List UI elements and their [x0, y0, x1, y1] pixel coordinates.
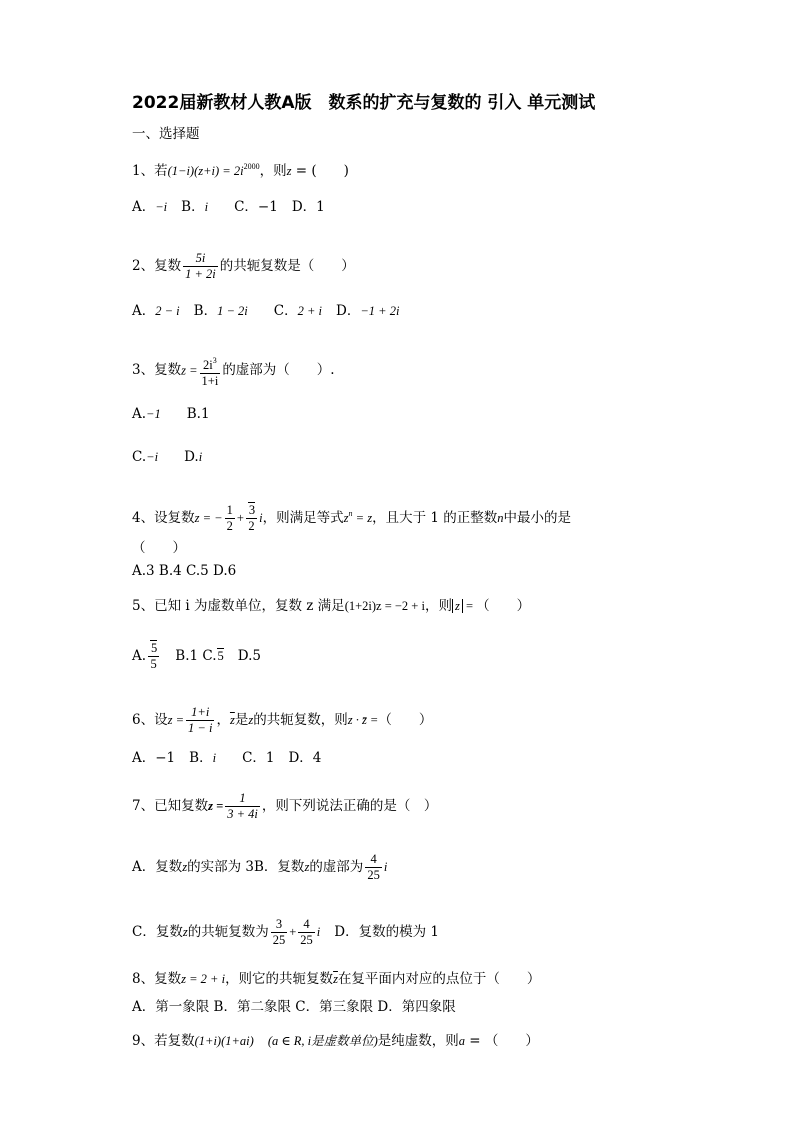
question-8: 8、复数z = 2 + i，则它的共轭复数$\overline{z}$在复平面内对应的点位于（ ） — [132, 971, 541, 987]
question-2: 2、复数 $\frac{5i}{1 + 2i}$ 的共轭复数是（ ） — [132, 251, 355, 281]
q2-fraction: $\frac{5i}{1 + 2i}$ — [185, 251, 216, 281]
question-7-options-ab: A．复数z的实部为 3B．复数z的虚部为 $\frac{4}{25}$ i — [132, 852, 388, 882]
q1-expression: (1−i)(z+i) = 2i — [167, 164, 244, 178]
question-5: 5、已知 i 为虚数单位，复数 z 满足(1+2i)z = −2 + i，则 z = （ ） — [132, 598, 531, 614]
question-9: 9、若复数(1+i)(1+ai) (a ∈ R, i是虚数单位)是纯虚数，则a = （ ） — [132, 1033, 539, 1049]
question-3-options-cd: C.−i D.i — [132, 449, 203, 465]
question-8-options: A．第一象限 B．第二象限 C．第三象限 D．第四象限 — [132, 999, 456, 1015]
question-6: 6、设z = $\frac{1+i}{1 - i}$ ，$\overline{z}$是z的共轭复数，则z · z̄ =（ ） — [132, 705, 433, 735]
question-3-options-ab: A.−1 B.1 — [132, 406, 210, 422]
question-7-options-cd: C．复数z的共轭复数为 $\frac{3}{25}$ + $\frac{4}{25}$ i D．复数的模为 1 — [132, 917, 439, 947]
question-1-options: A．−i B．i C．−1 D．1 — [132, 199, 325, 215]
document-title: 2022届新教材人教A版 数系的扩充与复数的 引入 单元测试 — [132, 93, 596, 113]
question-4-paren: （ ） — [132, 540, 186, 556]
question-4-options: A.3 B.4 C.5 D.6 — [132, 563, 237, 579]
question-6-options: A．−1 B．i C．1 D．4 — [132, 750, 322, 766]
question-4: 4、设复数z = − $\frac{1}{2}$ + $\frac{3}{2}$ i，则满足等式$z^n = z$，且大于 1 的正整数n中最小的是 — [132, 503, 571, 533]
question-7: 7、已知复数z = $\frac{1}{3 + 4i}$ ，则下列说法正确的是（ ） — [132, 791, 438, 821]
question-5-options: A. $\frac{5}{5}$ B.1 C.5 D.5 — [132, 641, 262, 671]
question-3: 3、复数z = $\frac{2i^3}{1+i}$ 的虚部为（ ）. — [132, 350, 335, 390]
question-2-options: A．2 − i B．1 − 2i C．2 + i D．−1 + 2i — [132, 303, 400, 319]
section-heading: 一、选择题 — [132, 126, 200, 142]
question-1: 1、若$(1-i)(z+i) = 2i^{2000}$，则z = ( ) — [132, 162, 349, 179]
q3-fraction: $\frac{2i^3}{1+i}$ — [200, 353, 221, 389]
